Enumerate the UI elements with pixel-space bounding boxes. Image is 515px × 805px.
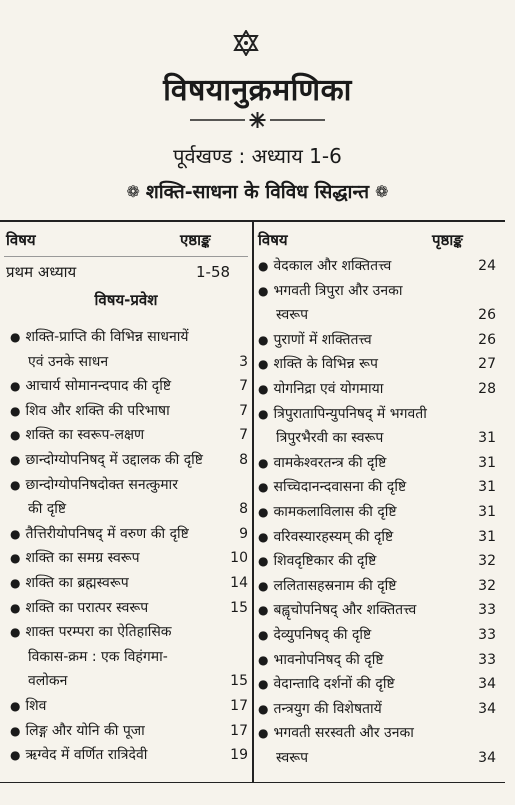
index-entry-page: 32 [478,577,496,594]
header-divider [4,256,248,257]
index-entry-page: 33 [478,627,496,643]
index-entry-label: तैत्तिरीयोपनिषद् में वरुण की दृष्टि [25,525,189,542]
index-entry-page: 7 [239,402,248,419]
bullet-icon: ● [258,455,269,470]
bullet-icon: ● [258,332,269,347]
index-entry-page: 33 [478,602,496,619]
flower-icon: ❁ [375,182,389,201]
bullet-icon: ● [10,699,21,713]
index-entry-label: भावनोपनिषद् की दृष्टि [273,651,384,668]
chapter-pages: 1-58 [196,263,231,281]
index-entry-label: भगवती त्रिपुरा और उनका [273,282,403,299]
index-entry-page: 15 [230,673,248,690]
index-entry-label: शक्ति के विभिन्न रूप [273,356,378,373]
section-title: ❁ शक्ति-साधना के विविध सिद्धान्त ❁ [126,181,389,203]
index-entry-text [10,744,147,766]
index-entry-text [28,498,66,520]
index-entry-page: 19 [230,747,248,764]
index-entry-page: 34 [478,676,496,693]
bullet-icon: ● [10,403,21,418]
index-entry-label: पुराणों में शक्तितत्त्व [273,331,372,348]
index-entry-text [258,353,378,375]
index-entry-page: 31 [478,430,496,447]
index-entry-label: ऋग्वेद में वर्णित रात्रिदेवी [25,747,148,764]
index-entry-label: तन्त्रयुग की विशेषतायें [273,700,382,717]
bullet-icon: ● [258,726,269,741]
index-entry-page: 31 [478,479,496,496]
bullet-icon: ● [258,652,269,667]
index-entry-text [258,550,376,572]
bullet-icon: ● [258,554,269,569]
index-entry-text [258,698,382,720]
index-entry-label: शक्ति-प्राप्ति की विभिन्न साधनायें [25,329,189,345]
right-page-header: पृष्ठाङ्क [432,231,463,249]
index-entry-label: ललितासहस्रनाम की दृष्टि [273,577,397,594]
index-entry-text [10,720,145,742]
index-entry-label: आचार्य सोमानन्दपाद की दृष्टि [25,378,172,395]
index-entry-page: 28 [478,381,496,397]
bullet-icon: ● [258,677,269,692]
index-entry-page: 8 [239,452,248,468]
index-entry-page: 17 [230,722,248,739]
index-entry-text [10,400,170,422]
index-entry-label: वामकेश्वरतन्त्र की दृष्टि [273,454,387,471]
index-entry-text [10,326,188,348]
index-entry-text [10,424,144,446]
index-entry-text [258,722,414,744]
bullet-icon: ● [10,453,21,467]
section-heading: विषय-प्रवेश [94,291,158,309]
index-entry-page: 31 [478,528,496,545]
index-entry-text [10,695,46,717]
index-entry-label: स्वरूप [276,750,309,766]
index-entry-label: शक्ति का परात्पर स्वरूप [25,599,149,616]
right-subject-header: विषय [258,231,288,249]
index-entry-label: देव्युपनिषद् की दृष्टि [273,627,372,643]
index-entry-label: छान्दोग्योपनिषद् में उद्दालक की दृष्टि [25,452,203,468]
index-entry-label: की दृष्टि [28,501,67,518]
bullet-icon: ● [10,748,21,763]
bullet-icon: ● [258,701,269,716]
index-entry-text [258,280,402,302]
index-entry-label: योगनिद्रा एवं योगमाया [273,381,384,397]
index-entry-text [258,526,393,548]
index-entry-text [10,375,171,397]
index-entry-label: शिवदृष्टिकार की दृष्टि [273,553,377,570]
part-subtitle: पूर्वखण्ड : अध्याय 1-6 [173,144,342,168]
bullet-icon: ● [258,628,269,642]
ornament-divider-icon [190,110,325,130]
index-entry-page: 10 [230,550,248,567]
index-entry-label: त्रिपुरातापिन्युपनिषद् में भगवती [273,405,427,422]
bullet-icon: ● [10,576,21,590]
index-entry-text [10,547,140,569]
index-entry-text [258,452,386,474]
chapter-heading: प्रथम अध्याय [6,263,77,281]
index-entry-label: भगवती सरस्वती और उनका [273,725,414,742]
index-entry-label: बह्वृचोपनिषद् और शक्तितत्त्व [273,602,417,619]
index-entry-text [10,621,172,643]
index-entry-page: 33 [478,651,496,668]
bullet-icon: ● [10,551,21,566]
index-entry-text [258,575,396,597]
index-entry-text [276,427,383,449]
bullet-icon: ● [258,283,269,298]
index-entry-text [258,673,395,695]
index-entry-text [10,474,178,496]
index-entry-page: 31 [478,504,496,520]
bullet-icon: ● [258,505,269,519]
bullet-icon: ● [10,477,21,492]
index-entry-text [258,378,383,400]
index-entry-text [276,747,308,769]
index-entry-page: 31 [478,454,496,471]
index-entry-text [10,523,189,545]
index-entry-text [258,649,384,671]
index-entry-text [276,304,308,326]
bullet-icon: ● [10,600,21,615]
index-entry-text [258,624,371,646]
bullet-icon: ● [258,382,269,396]
bullet-icon: ● [10,428,21,443]
bullet-icon: ● [258,603,269,618]
column-divider [252,222,254,782]
star-of-david-icon [233,30,259,56]
index-entry-page: 27 [478,356,496,373]
index-entry-text [258,599,416,621]
index-entry-page: 14 [230,575,248,591]
bullet-icon: ● [258,406,269,421]
index-entry-page: 17 [230,698,248,714]
bullet-icon: ● [10,723,21,738]
index-entry-label: शिव और शक्ति की परिभाषा [25,402,170,419]
index-entry-label: वेदकाल और शक्तितत्त्व [273,258,392,274]
index-entry-page: 7 [239,378,248,395]
flower-icon: ❁ [126,182,140,201]
bullet-icon: ● [258,480,269,495]
index-entry-label: विकास-क्रम : एक विहंगमा- [28,648,168,665]
bullet-icon: ● [10,526,21,541]
index-entry-label: स्वरूप [276,307,309,324]
index-entry-page: 3 [239,353,248,370]
index-entry-text [10,449,203,471]
index-entry-text [28,646,168,668]
index-entry-label: लिङ्ग और योनि की पूजा [25,722,145,739]
index-entry-page: 7 [239,427,248,444]
index-entry-page: 26 [478,331,496,348]
index-entry-text [10,597,148,619]
index-entry-text [28,670,67,692]
index-entry-label: सच्चिदानन्दवासना की दृष्टि [273,479,407,496]
page-title: विषयानुक्रमणिका [163,73,352,108]
index-entry-label: कामकलाविलास की दृष्टि [273,504,397,520]
index-entry-text [258,329,372,351]
index-entry-label: वरिवस्यारहस्यम् की दृष्टि [273,528,394,545]
index-entry-page: 34 [478,700,496,717]
index-entry-label: त्रिपुरभैरवी का स्वरूप [276,430,384,447]
index-entry-label: एवं उनके साधन [28,353,109,370]
index-entry-label: शक्ति का समग्र स्वरूप [25,550,140,567]
bullet-icon: ● [258,529,269,544]
left-subject-header: विषय [6,231,36,249]
index-entry-page: 32 [478,553,496,570]
table-bottom-rule [0,782,505,783]
index-entry-page: 24 [478,258,496,274]
index-entry-text [258,255,391,277]
bullet-icon: ● [10,330,21,344]
index-entry-text [258,476,406,498]
index-entry-page: 9 [239,525,248,542]
bullet-icon: ● [258,259,269,273]
index-entry-text [10,572,129,594]
left-page-header: एष्ठाङ्क [180,231,211,249]
index-entry-page: 26 [478,307,496,324]
index-entry-text [258,403,427,425]
index-entry-page: 34 [478,750,496,766]
index-entry-label: शक्ति का ब्रह्मस्वरूप [25,575,129,591]
bullet-icon: ● [10,379,21,394]
index-entry-label: शक्ति का स्वरूप-लक्षण [25,427,145,444]
index-entry-label: वेदान्तादि दर्शनों की दृष्टि [273,676,395,693]
index-entry-page: 8 [239,501,248,518]
bullet-icon: ● [10,625,21,640]
index-entry-page: 15 [230,599,248,616]
index-entry-label: शिव [25,698,47,714]
bullet-icon: ● [258,578,269,593]
bullet-icon: ● [258,357,269,372]
index-entry-label: वलोकन [28,673,68,690]
index-entry-label: छान्दोग्योपनिषदोक्त सनत्कुमार [25,476,178,493]
index-entry-label: शाक्त परम्परा का ऐतिहासिक [25,624,172,641]
index-entry-text [28,351,108,373]
index-entry-text [258,501,397,523]
